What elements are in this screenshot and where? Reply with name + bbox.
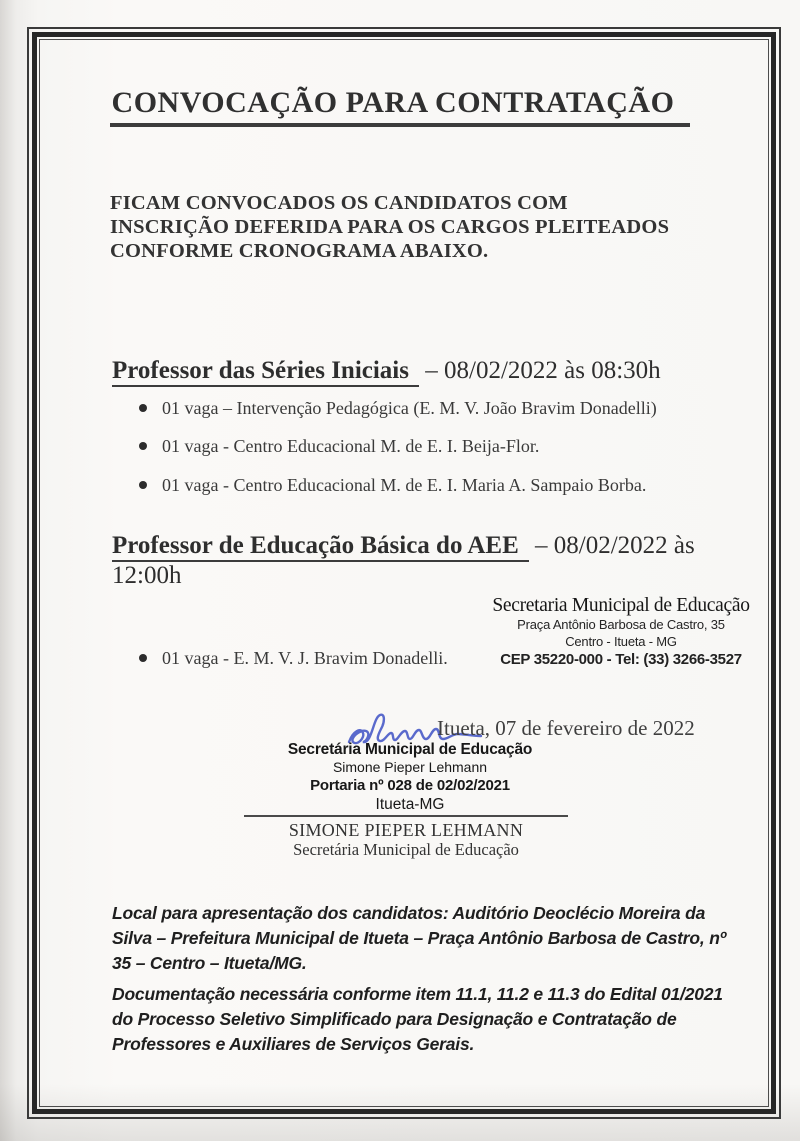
section-2-schedule-time: 12:00h (112, 561, 182, 589)
list-item (139, 437, 739, 456)
list-item (139, 476, 739, 495)
date-line: Itueta, 07 de fevereiro de 2022 (437, 716, 695, 740)
signatory-role: Secretária Municipal de Educação (293, 840, 519, 859)
vacancy-text: 01 vaga - Centro Educacional M. de E. I. Maria A. Sampaio Borba. (162, 474, 647, 495)
intro-paragraph: FICAM CONVOCADOS OS CANDIDATOS COM INSCRIÇÃO DEFERIDA PARA OS CARGOS PLEITEADOS CONFORME CRONOGRAMA ABAIXO. (110, 192, 670, 262)
office-stamp-city: Itueta-MG (375, 796, 445, 814)
address-stamp-title: Secretaria Municipal de Educação (492, 595, 750, 616)
vacancy-text: 01 vaga - Centro Educacional M. de E. I. Beija-Flor. (162, 436, 540, 457)
document-title-wrap (0, 86, 800, 127)
section-1-schedule: – 08/02/2022 às 08:30h (425, 357, 661, 384)
address-stamp-cep-tel: CEP 35220-000 - Tel: (33) 3266-3527 (500, 651, 742, 669)
office-stamp-title: Secretária Municipal de Educação (287, 741, 533, 758)
bullet-dot (139, 654, 147, 662)
section-2-vacancy-list (139, 649, 599, 687)
section-heading-series-iniciais (112, 356, 757, 386)
address-stamp-street: Praça Antônio Barbosa de Castro, 35 (517, 617, 725, 633)
vacancy-text: 01 vaga - E. M. V. J. Bravim Donadelli. (162, 648, 448, 668)
signatory-name: SIMONE PIEPER LEHMANN (288, 820, 524, 840)
bullet-dot (139, 442, 147, 450)
list-item (139, 399, 739, 418)
section-1-title: Professor das Séries Iniciais (112, 357, 419, 387)
list-item (139, 649, 599, 668)
section-2-title: Professor de Educação Básica do AEE (112, 532, 529, 562)
address-stamp-city: Centro - Itueta - MG (565, 634, 677, 650)
signature-line (244, 815, 568, 817)
vacancy-text: 01 vaga – Intervenção Pedagógica (E. M. V. João Bravim Donadelli) (162, 398, 657, 418)
section-1-vacancy-list (139, 399, 739, 514)
bullet-dot (139, 404, 147, 412)
footer-location-paragraph: Local para apresentação dos candidatos: Auditório Deoclécio Moreira da Silva – Prefeitura Municipal de Itueta – Praça Antônio Barbosa de Castro, nº 35 – Centro – Itueta/MG. (112, 903, 726, 974)
office-stamp-portaria: Portaria nº 028 de 02/02/2021 (310, 777, 510, 795)
bullet-dot (139, 481, 147, 489)
section-2-schedule: – 08/02/2022 às (535, 532, 695, 559)
office-stamp (270, 741, 550, 815)
footer-documentation-paragraph: Documentação necessária conforme item 11.1, 11.2 e 11.3 do Edital 01/2021 do Processo Seletivo Simplificado para Designação e Contratação de Professores e Auxiliares de Serviços Gerais. (112, 984, 723, 1055)
section-heading-aee (112, 531, 757, 590)
document-title: CONVOCAÇÃO PARA CONTRATAÇÃO (110, 86, 691, 127)
office-stamp-name: Simone Pieper Lehmann (332, 759, 488, 776)
